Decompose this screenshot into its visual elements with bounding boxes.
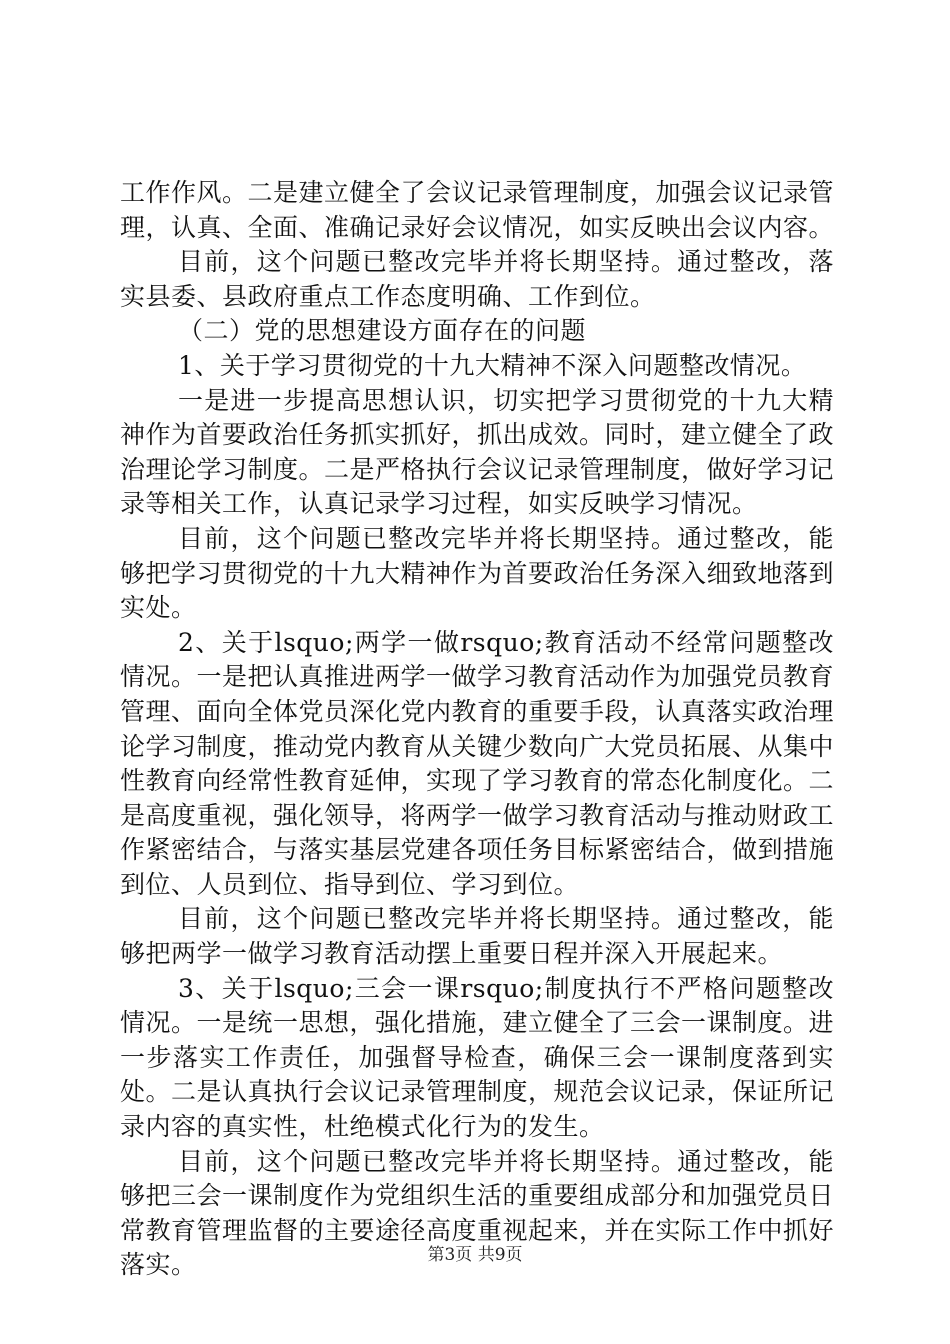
paragraph-9: 3、关于lsquo;三会一课rsquo;制度执行不严格问题整改情况。一是统一思想，强化措施，建立健全了三会一课制度。进一步落实工作责任，加强督导检查，确保三会一课制度落到实处。二是认真执行会议记录管理制度，规范会议记录，保证所记录内容的真实性，杜绝模式化行为的发生。 (120, 973, 835, 1142)
paragraph-10: 目前，这个问题已整改完毕并将长期坚持。通过整改，能够把三会一课制度作为党组织生活的重要组成部分和加强党员日常教育管理监督的主要途径高度重视起来，并在实际工作中抓好落实。 (120, 1146, 835, 1280)
paragraph-8: 目前，这个问题已整改完毕并将长期坚持。通过整改，能够把两学一做学习教育活动摆上重要日程并深入开展起来。 (120, 904, 834, 969)
paragraph-7: 2、关于lsquo;两学一做rsquo;教育活动不经常问题整改情况。一是把认真推进两学一做学习教育活动作为加强党员教育管理、面向全体党员深化党内教育的重要手段，认真落实政治理论学习制度，推动党内教育从关键少数向广大党员拓展、从集中性教育向经常性教育延伸，实现了学习教育的常态化制度化。二是高度重视，强化领导，将两学一做学习教育活动与推动财政工作紧密结合，与落实基层党建各项任务目标紧密结合，做到措施到位、人员到位、指导到位、学习到位。 (120, 627, 835, 899)
paragraph-2: 目前，这个问题已整改完毕并将长期坚持。通过整改，落实县委、县政府重点工作态度明确、工作到位。 (120, 247, 834, 311)
section-heading: （二）党的思想建设方面存在的问题 (178, 316, 587, 346)
document-body (120, 176, 834, 1283)
item-heading-1: 1、关于学习贯彻党的十九大精神不深入问题整改情况。 (178, 350, 807, 380)
page-footer: 第3页 共9页 (427, 1245, 523, 1265)
paragraph-5: 一是进一步提高思想认识，切实把学习贯彻党的十九大精神作为首要政治任务抓实抓好，抓出成效。同时，建立健全了政治理论学习制度。二是严格执行会议记录管理制度，做好学习记录等相关工作，认真记录学习过程，如实反映学习情况。 (120, 385, 835, 519)
paragraph-1: 工作作风。二是建立健全了会议记录管理制度，加强会议记录管理，认真、全面、准确记录好会议情况，如实反映出会议内容。 (120, 178, 835, 242)
paragraph-6: 目前，这个问题已整改完毕并将长期坚持。通过整改，能够把学习贯彻党的十九大精神作为首要政治任务深入细致地落到实处。 (120, 523, 835, 623)
